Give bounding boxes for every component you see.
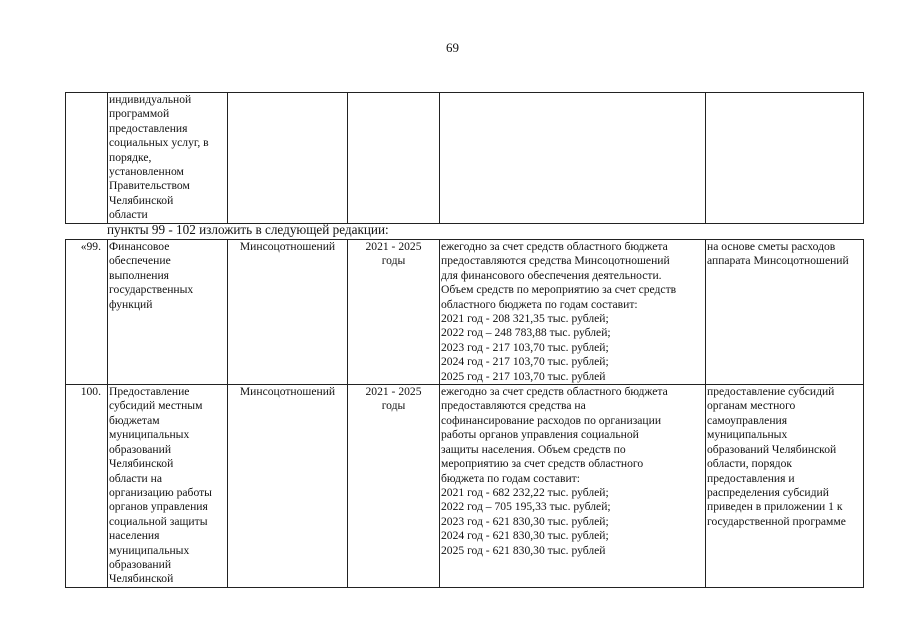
measures-table (65, 239, 864, 588)
cell-period (348, 93, 440, 224)
cell-executor: Минсоцотношений (228, 385, 348, 588)
cell-executor (228, 93, 348, 224)
cell-name: Предоставление субсидий местным бюджетам муниципальных образований Челябинской области на организацию работы органов управления социальной защиты населения муниципальных образований Челябинской (108, 385, 228, 588)
page-number: 69 (446, 40, 459, 55)
table-row (66, 240, 864, 385)
cell-result: предоставление субсидий органам местного самоуправления муниципальных образований Челябинской области, порядок предоставления и распределения субсидий приведен в приложении 1 к государственной программе (706, 385, 864, 588)
continued-table (65, 92, 864, 224)
amendment-note: пункты 99 - 102 изложить в следующей редакции: (107, 222, 389, 237)
cell-executor: Минсоцотношений (228, 240, 348, 385)
cell-num (66, 93, 108, 224)
cell-num: 100. (66, 385, 108, 588)
cell-num: «99. (66, 240, 108, 385)
cell-name: Финансовое обеспечение выполнения государственных функций (108, 240, 228, 385)
cell-period: 2021 - 2025 годы (348, 240, 440, 385)
cell-funding: ежегодно за счет средств областного бюджета предоставляются средства Минсоцотношений для финансового обеспечения деятельности. Объем средств по мероприятию за счет средств областного бюджета по годам составит: 2021 год - 208 321,35 тыс. рублей; 2022 год – 248 783,88 тыс. рублей; 2023 год - 217 103,70 тыс. рублей; 2024 год - 217 103,70 тыс. рублей; 2025 год - 217 103,70 тыс. рублей (440, 240, 706, 385)
cell-result (706, 93, 864, 224)
cell-funding: ежегодно за счет средств областного бюджета предоставляются средства на софинансирование расходов по организации работы органов управления социальной защиты населения. Объем средств по мероприятию за счет средств областного бюджета по годам составит: 2021 год - 682 232,22 тыс. рублей; 2022 год – 705 195,33 тыс. рублей; 2023 год - 621 830,30 тыс. рублей; 2024 год - 621 830,30 тыс. рублей; 2025 год - 621 830,30 тыс. рублей (440, 385, 706, 588)
cell-name: индивидуальной программой предоставления социальных услуг, в порядке, установленном Правительством Челябинской области (108, 93, 228, 224)
table-row (66, 385, 864, 588)
cell-funding (440, 93, 706, 224)
table-row (66, 93, 864, 224)
cell-period: 2021 - 2025 годы (348, 385, 440, 588)
cell-result: на основе сметы расходов аппарата Минсоцотношений (706, 240, 864, 385)
